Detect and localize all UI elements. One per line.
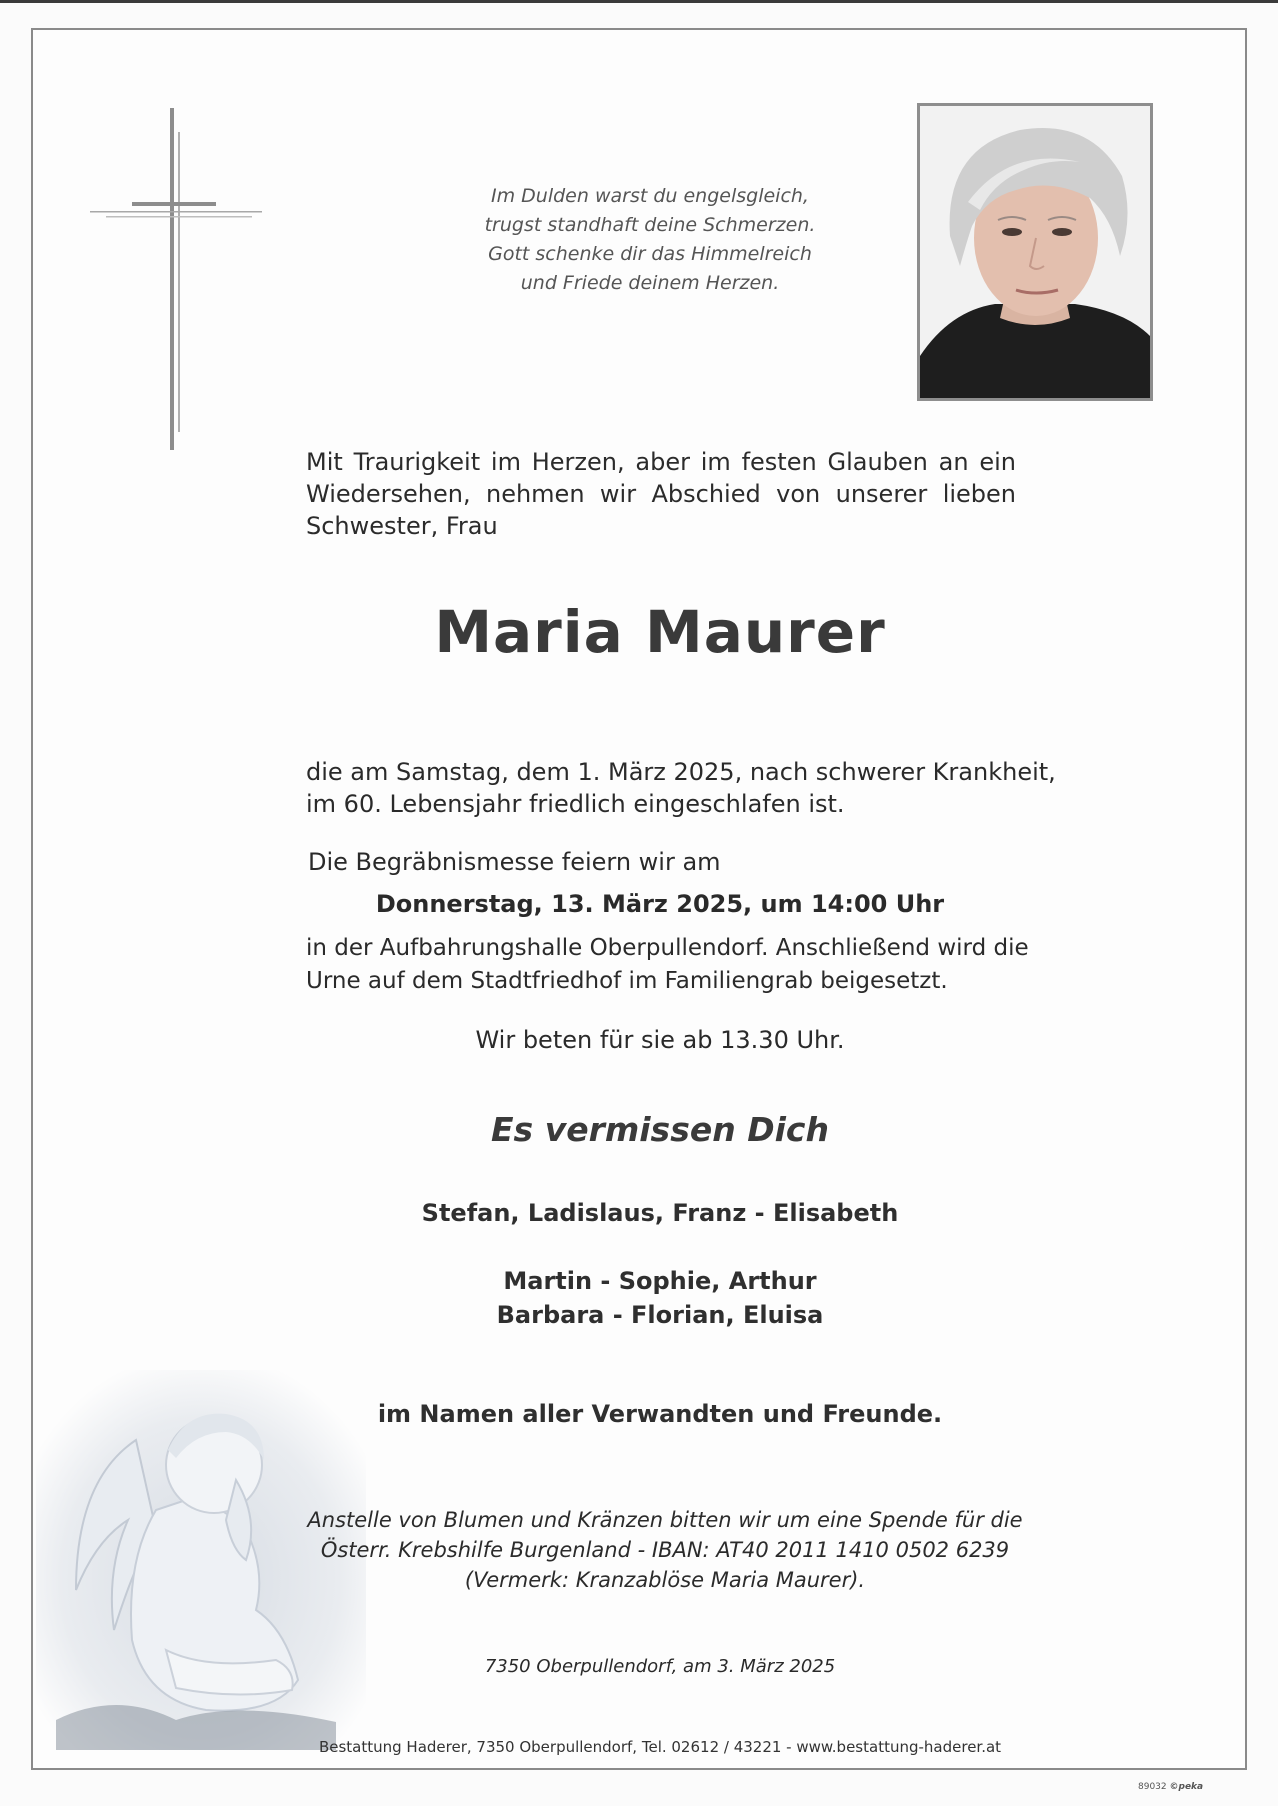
death-notice (306, 756, 1056, 820)
portrait-photo (917, 103, 1153, 401)
donation-line: Österr. Krebshilfe Burgenland - IBAN: AT40 2011 1410 0502 6239 (320, 1538, 1010, 1562)
funeral-place-line: in der Aufbahrungshalle Oberpullendorf. Anschließend wird die (306, 935, 1029, 961)
intro-line: Wiedersehen, nehmen wir Abschied von unserer lieben (306, 480, 1016, 508)
death-line: die am Samstag, dem 1. März 2025, nach schwerer Krankheit, (306, 758, 1056, 786)
intro-paragraph (306, 446, 1016, 542)
mourners-line: Stefan, Ladislaus, Franz - Elisabeth (421, 1199, 899, 1227)
verse-line: und Friede deinem Herzen. (520, 272, 780, 294)
donation-note (280, 1505, 1050, 1595)
verse-line: Im Dulden warst du engelsgleich, (491, 185, 809, 207)
print-code-number: 89032 (1138, 1782, 1167, 1792)
funeral-place-line: Urne auf dem Stadtfriedhof im Familiengrab beigesetzt. (306, 968, 948, 994)
place-date: 7350 Oberpullendorf, am 3. März 2025 (484, 1656, 836, 1677)
funeral-intro: Die Begräbnismesse feiern wir am (308, 848, 721, 876)
mourners-line: Martin - Sophie, Arthur (503, 1267, 817, 1295)
prayer-time: Wir beten für sie ab 13.30 Uhr. (475, 1026, 845, 1054)
funeral-place (306, 932, 1029, 998)
intro-line: Schwester, Frau (306, 512, 498, 540)
deceased-name: Maria Maurer (434, 598, 886, 666)
verse-line: Gott schenke dir das Himmelreich (488, 243, 812, 265)
mourners-line: Barbara - Florian, Eluisa (496, 1301, 824, 1329)
mourners-closing: im Namen aller Verwandten und Freunde. (377, 1400, 943, 1428)
verse-line: trugst standhaft deine Schmerzen. (484, 214, 816, 236)
intro-line: Mit Traurigkeit im Herzen, aber im festen Glauben an ein (306, 448, 1016, 476)
death-line: im 60. Lebensjahr friedlich eingeschlafen ist. (306, 790, 845, 818)
mourners-heading: Es vermissen Dich (491, 1110, 829, 1149)
top-edge-line (0, 0, 1278, 3)
donation-line: (Vermerk: Kranzablöse Maria Maurer). (464, 1568, 866, 1592)
print-brand: ©peka (1169, 1782, 1204, 1792)
funeral-home-footer: Bestattung Haderer, 7350 Oberpullendorf, Tel. 02612 / 43221 - www.bestattung-haderer.at (318, 1738, 1002, 1756)
funeral-date: Donnerstag, 13. März 2025, um 14:00 Uhr (375, 890, 945, 918)
print-code (1138, 1782, 1203, 1792)
donation-line: Anstelle von Blumen und Kränzen bitten wir um eine Spende für die (307, 1508, 1023, 1532)
memorial-verse (420, 182, 880, 298)
cross-icon (88, 108, 268, 453)
